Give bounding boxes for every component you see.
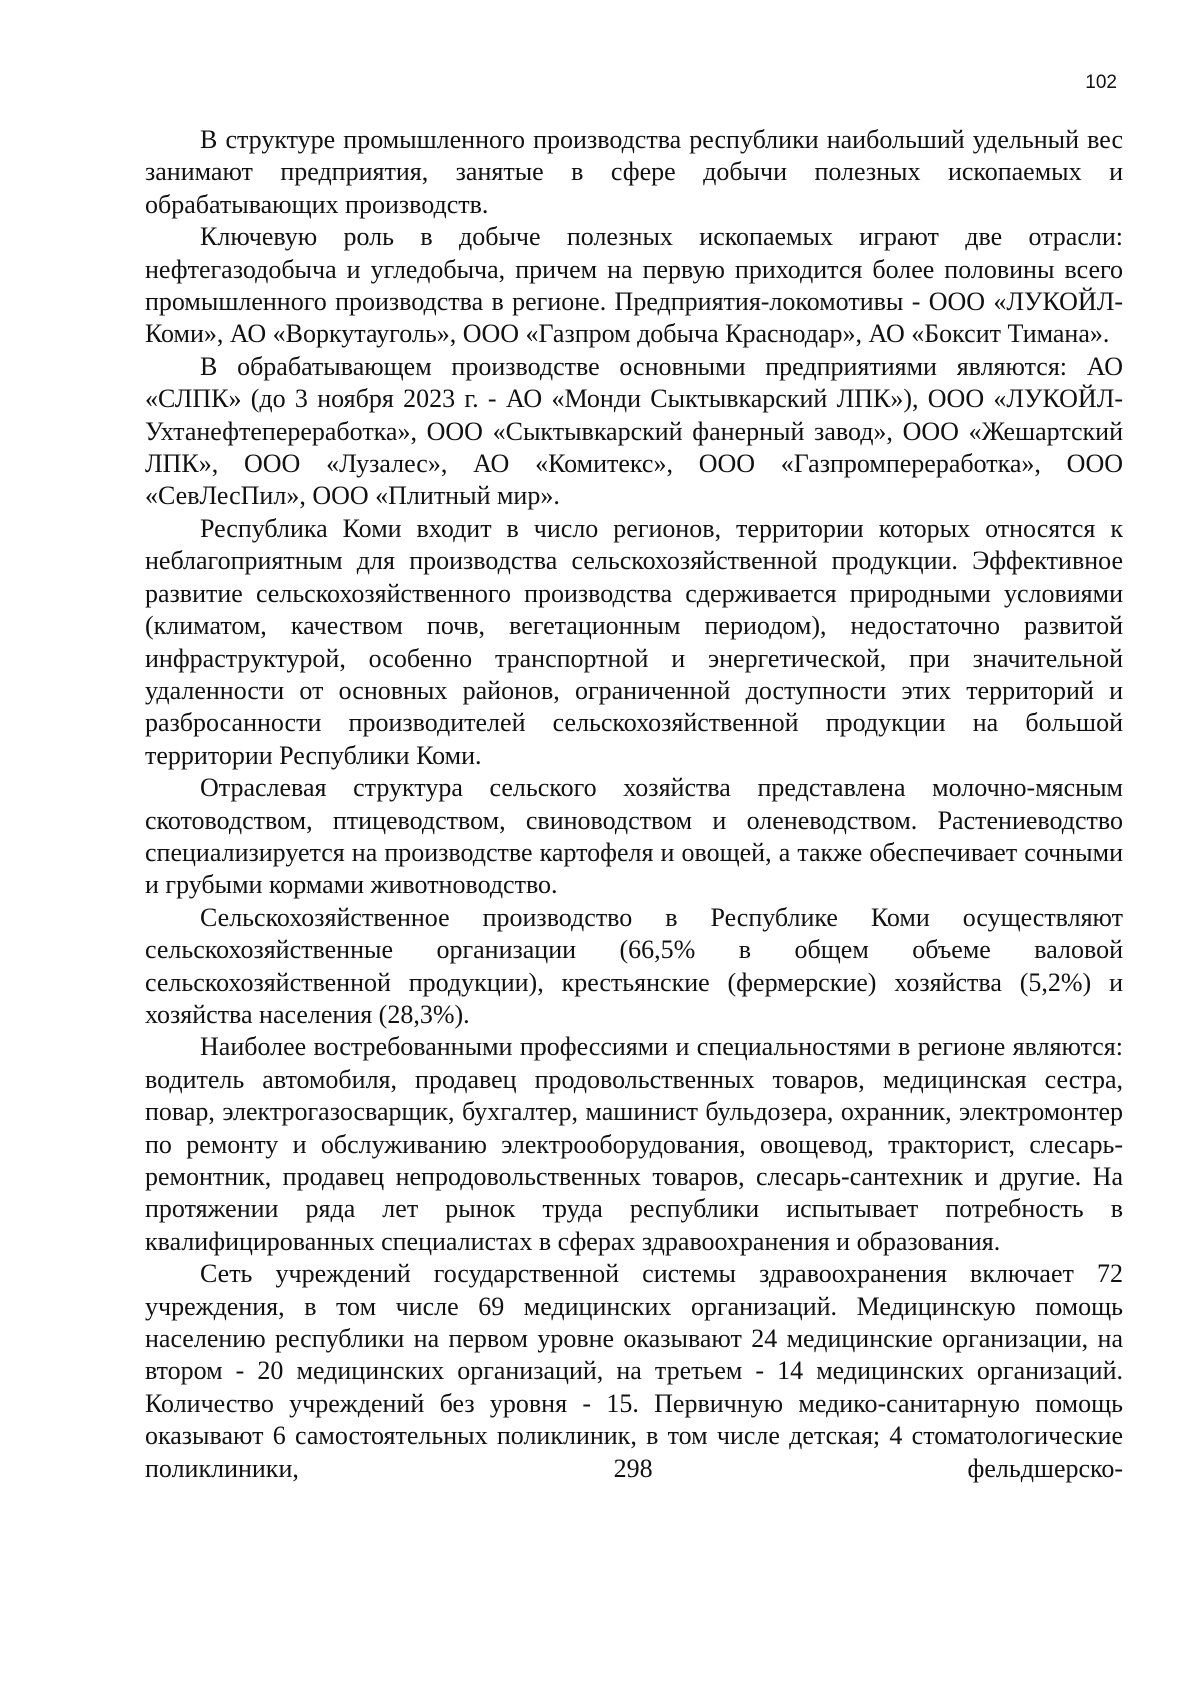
paragraph-agriculture-structure: Отраслевая структура сельского хозяйства представлена молочно-мясным скотоводством, птицеводством, свиноводством и оленеводством. Растениеводство специализируется на производстве картофеля и овощей, а также обеспечивает сочными и грубыми кормами животноводство. <box>145 773 1123 900</box>
paragraph-professions: Наиболее востребованными профессиями и специальностями в регионе являются: водитель автомобиля, продавец продовольственных товаров, медицинская сестра, повар, электрогазосварщик, бухгалтер, машинист бульдозера, охранник, электромонтер по ремонту и обслуживанию электрооборудования, овощевод, тракторист, слесарь-ремонтник, продавец непродовольственных товаров, слесарь-сантехник и другие. На протяжении ряда лет рынок труда республики испытывает потребность в квалифицированных специалистах в сферах здравоохранения и образования. <box>145 1032 1123 1256</box>
page-number: 102 <box>1085 72 1117 93</box>
paragraph-manufacturing: В обрабатывающем производстве основными предприятиями являются: АО «СЛПК» (до 3 ноября 2023 г. - АО «Монди Сыктывкарский ЛПК»), ООО «ЛУКОЙЛ-Ухтанефтепереработка», ООО «Сыктывкарский фанерный завод», ООО «Жешартский ЛПК», ООО «Лузалес», АО «Комитекс», ООО «Газпромпереработка», ООО «СевЛесПил», ООО «Плитный мир». <box>145 351 1123 511</box>
paragraph-industry-structure: В структуре промышленного производства республики наибольший удельный вес занимают предприятия, занятые в сфере добычи полезных ископаемых и обрабатывающих производств. <box>145 125 1123 219</box>
body-text <box>145 124 1123 1485</box>
paragraph-healthcare: Сеть учреждений государственной системы здравоохранения включает 72 учреждения, в том числе 69 медицинских организаций. Медицинскую помощь населению республики на первом уровне оказывают 24 медицинские организации, на втором - 20 медицинских организаций, на третьем - 14 медицинских организаций. Количество учреждений без уровня - 15. Первичную медико-санитарную помощь оказывают 6 самостоятельных поликлиник, в том числе детская; 4 стоматологические поликлиники, 298 фельдшерско- <box>145 1259 1123 1483</box>
paragraph-agriculture-producers: Сельскохозяйственное производство в Республике Коми осуществляют сельскохозяйственные организации (66,5% в общем объеме валовой сельскохозяйственной продукции), крестьянские (фермерские) хозяйства (5,2%) и хозяйства населения (28,3%). <box>145 902 1123 1029</box>
paragraph-mining: Ключевую роль в добыче полезных ископаемых играют две отрасли: нефтегазодобыча и угледобыча, причем на первую приходится более половины всего промышленного производства в регионе. Предприятия-локомотивы - ООО «ЛУКОЙЛ-Коми», АО «Воркутауголь», ООО «Газпром добыча Краснодар», АО «Боксит Тимана». <box>145 222 1123 349</box>
paragraph-agriculture-conditions: Республика Коми входит в число регионов, территории которых относятся к неблагоприятным для производства сельскохозяйственной продукции. Эффективное развитие сельскохозяйственного производства сдерживается природными условиями (климатом, качеством почв, вегетационным периодом), недостаточно развитой инфраструктурой, особенно транспортной и энергетической, при значительной удаленности от основных районов, ограниченной доступности этих территорий и разбросанности производителей сельскохозяйственной продукции на большой территории Республики Коми. <box>145 513 1123 770</box>
